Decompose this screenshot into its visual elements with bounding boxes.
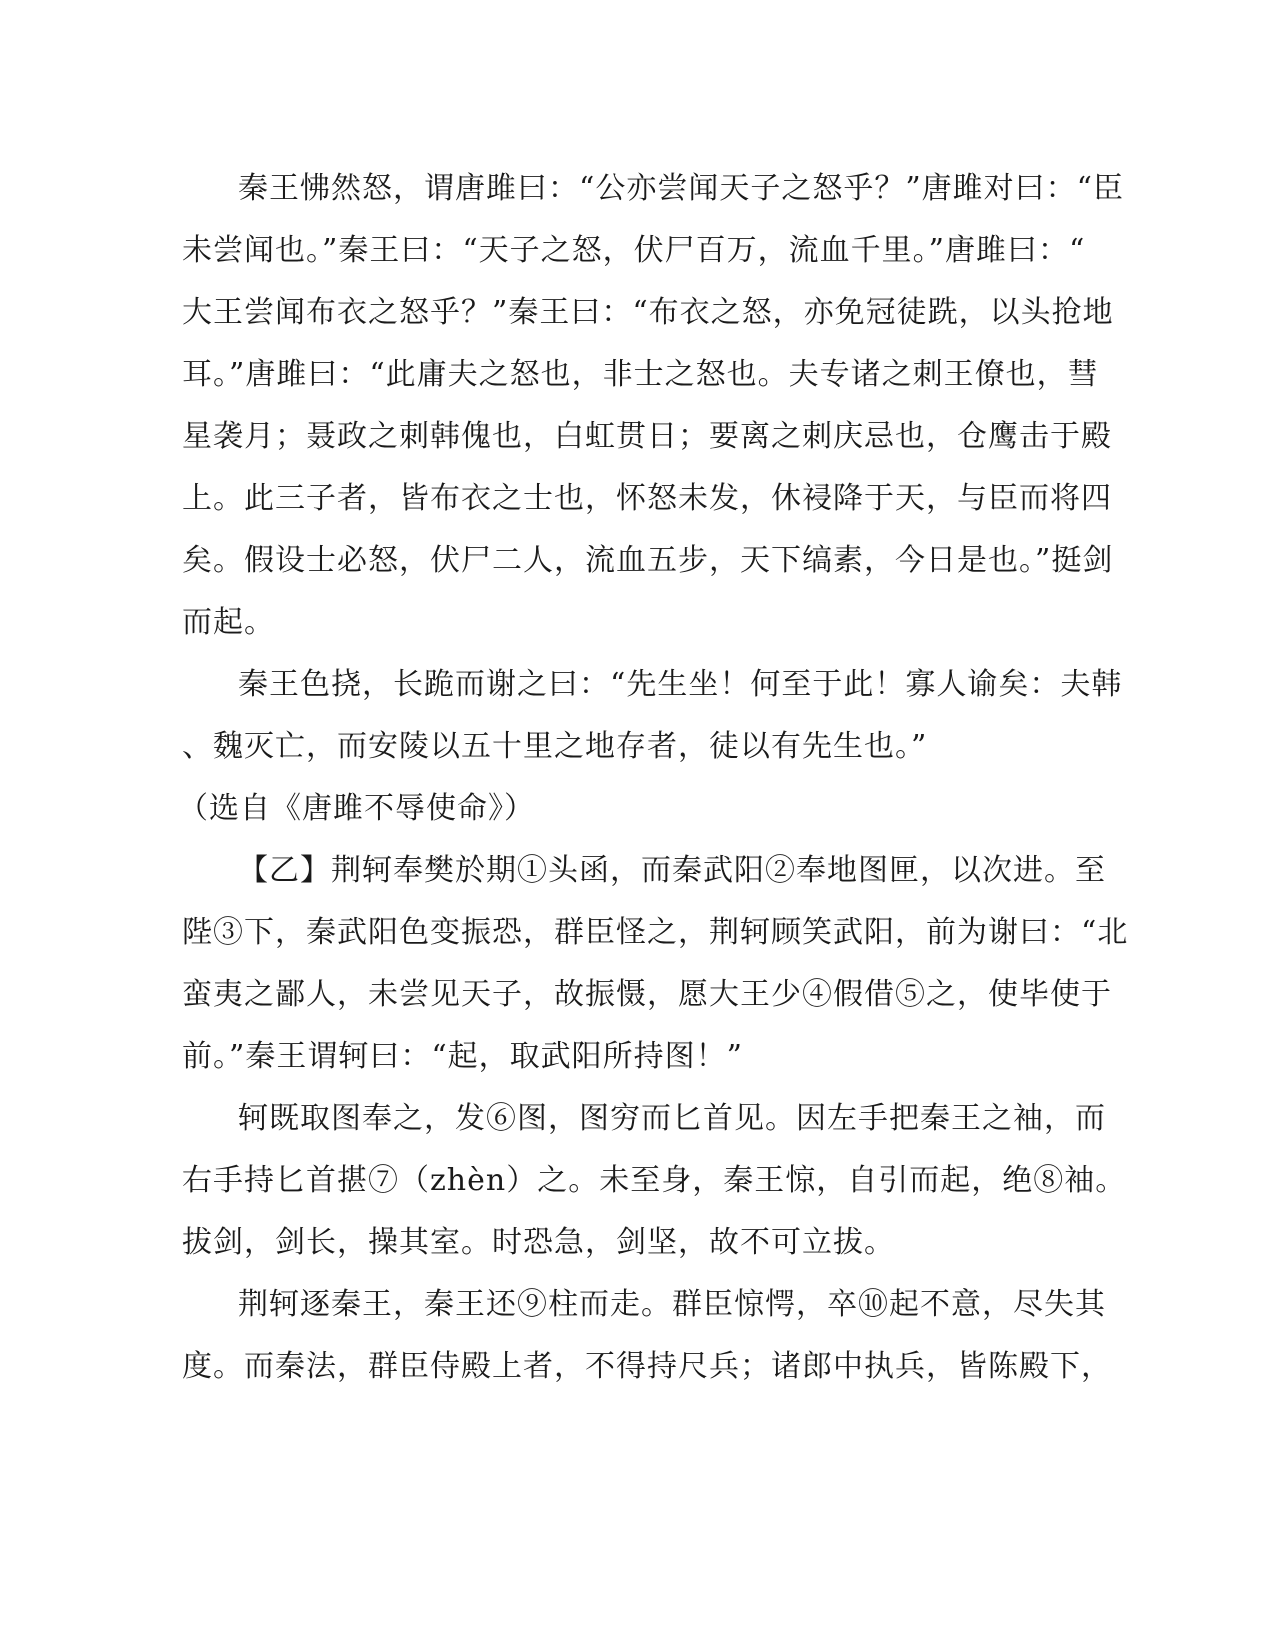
text-line: 而起。 <box>182 605 275 640</box>
text-line: 大王尝闻布衣之怒乎？”秦王曰：“布衣之怒，亦免冠徒跣，以头抢地 <box>182 295 1114 330</box>
text-line: 上。此三子者，皆布衣之士也，怀怒未发，休祲降于天，与臣而将四 <box>182 481 1112 516</box>
body-text <box>178 158 1129 1398</box>
source-citation: （选自《唐雎不辱使命》） <box>178 791 535 826</box>
text-line: 星袭月；聂政之刺韩傀也，白虹贯日；要离之刺庆忌也，仓鹰击于殿 <box>182 419 1112 454</box>
text-line: 前。”秦王谓轲曰：“起，取武阳所持图！” <box>182 1039 744 1074</box>
text-line: 未尝闻也。”秦王曰：“天子之怒，伏尸百万，流血千里。”唐雎曰：“ <box>182 233 1086 268</box>
text-line: 蛮夷之鄙人，未尝见天子，故振慑，愿大王少④假借⑤之，使毕使于 <box>182 977 1112 1012</box>
text-line: 荆轲逐秦王，秦王还⑨柱而走。群臣惊愕，卒⑩起不意，尽失其 <box>238 1287 1106 1322</box>
text-line: 耳。”唐雎曰：“此庸夫之怒也，非士之怒也。夫专诸之刺王僚也，彗 <box>182 357 1099 392</box>
text-line: 秦王怫然怒，谓唐雎曰：“公亦尝闻天子之怒乎？”唐雎对曰：“臣 <box>238 171 1125 206</box>
text-line: 秦王色挠，长跪而谢之曰：“先生坐！何至于此！寡人谕矣：夫韩 <box>238 667 1123 702</box>
text-line: 右手持匕首揕⑦（zhèn）之。未至身，秦王惊，自引而起，绝⑧袖。 <box>182 1163 1127 1198</box>
text-line: 拔剑，剑长，操其室。时恐急，剑坚，故不可立拔。 <box>182 1225 895 1260</box>
text-line: 度。而秦法，群臣侍殿上者，不得持尺兵；诸郎中执兵，皆陈殿下， <box>182 1349 1112 1384</box>
text-line: 矣。假设士必怒，伏尸二人，流血五步，天下缟素，今日是也。”挺剑 <box>182 543 1114 578</box>
text-line: 【乙】荆轲奉樊於期①头函，而秦武阳②奉地图匣，以次进。至 <box>238 853 1106 888</box>
text-line: 陛③下，秦武阳色变振恐，群臣怪之，荆轲顾笑武阳，前为谢曰：“北 <box>182 915 1129 950</box>
text-line: 轲既取图奉之，发⑥图，图穷而匕首见。因左手把秦王之袖，而 <box>238 1101 1106 1136</box>
text-line: 、魏灭亡，而安陵以五十里之地存者，徒以有先生也。” <box>182 729 928 764</box>
